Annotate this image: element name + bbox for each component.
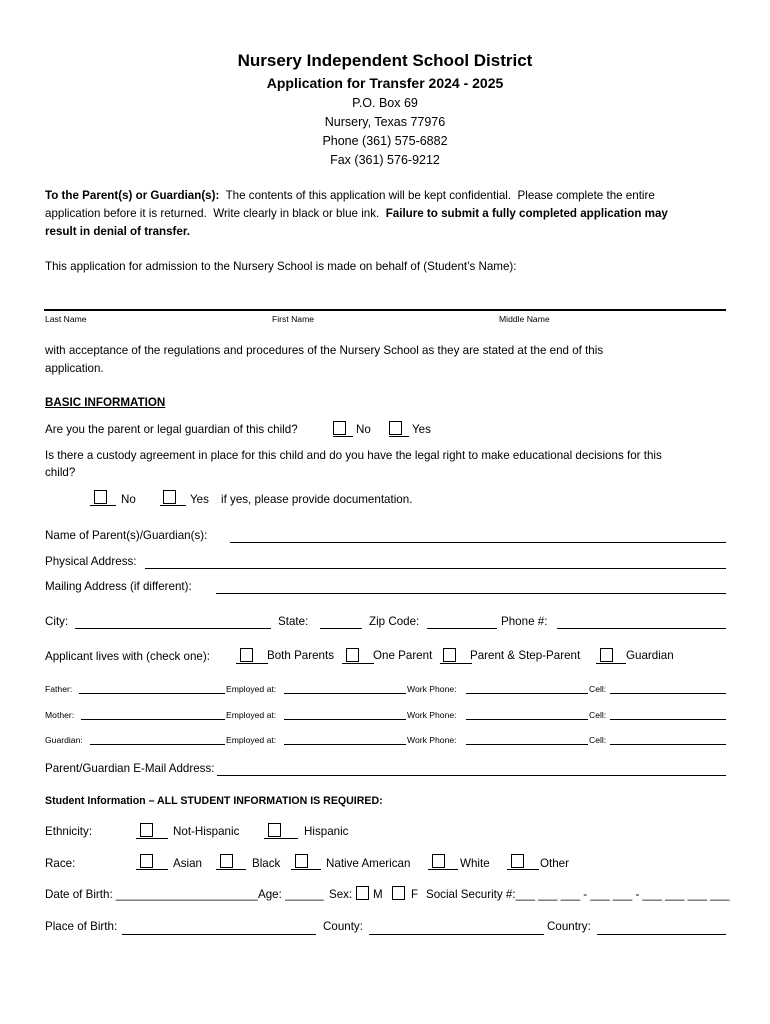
father-work-phone-field[interactable]	[466, 693, 588, 694]
po-box: P.O. Box 69	[352, 96, 418, 110]
sex-f-checkbox[interactable]	[392, 886, 405, 900]
mother-name-field[interactable]	[81, 719, 225, 720]
intro-to-label: To the Parent(s) or Guardian(s):	[45, 189, 220, 202]
parent-yes-checkbox[interactable]	[389, 421, 402, 435]
custody-yes-label: Yes	[190, 493, 209, 506]
country-label: Country:	[547, 920, 591, 933]
intro-line-1: To the Parent(s) or Guardian(s): The contents of this application will be kept confidential. Please complete the entire	[45, 189, 655, 202]
mailing-address-label: Mailing Address (if different):	[45, 580, 192, 593]
white-checkbox[interactable]	[432, 854, 445, 868]
age-field[interactable]: Age: ______	[258, 888, 324, 901]
hispanic-checkbox[interactable]	[268, 823, 281, 837]
place-of-birth-field[interactable]	[122, 934, 316, 935]
basic-info-heading: BASIC INFORMATION	[45, 396, 166, 409]
step-parent-checkbox[interactable]	[443, 648, 456, 662]
state-field[interactable]	[320, 628, 362, 629]
fax-number: Fax (361) 576-9212	[330, 153, 440, 167]
country-field[interactable]	[597, 934, 726, 935]
other-label: Other	[540, 857, 569, 870]
guardian-contact-label: Guardian:	[45, 735, 83, 745]
asian-label: Asian	[173, 857, 203, 870]
one-parent-checkbox[interactable]	[346, 648, 359, 662]
sex-m-checkbox[interactable]	[356, 886, 369, 900]
sex-f-label: F	[411, 888, 419, 901]
county-field[interactable]	[369, 934, 544, 935]
mother-employer-field[interactable]	[284, 719, 406, 720]
first-name-label: First Name	[272, 314, 315, 324]
city-label: City:	[45, 615, 69, 628]
state-label: State:	[278, 615, 309, 628]
guardian-employer-field[interactable]	[284, 744, 406, 745]
both-parents-label: Both Parents	[267, 649, 335, 662]
acceptance-line-1: with acceptance of the regulations and procedures of the Nursery School as they are stated at the end of this	[45, 344, 604, 357]
county-label: County:	[323, 920, 363, 933]
parents-name-label: Name of Parent(s)/Guardian(s):	[45, 529, 208, 542]
hispanic-label: Hispanic	[304, 825, 349, 838]
sex-label: Sex:	[329, 888, 353, 901]
city-state: Nursery, Texas 77976	[324, 115, 446, 129]
custody-yes-checkbox[interactable]	[163, 490, 176, 504]
mother-employed-label: Employed at:	[226, 710, 277, 720]
intro-warning: Failure to submit a fully completed application may	[385, 207, 668, 220]
custody-no-label: No	[121, 493, 136, 506]
parent-yes-label: Yes	[412, 423, 431, 436]
last-name-label: Last Name	[45, 314, 87, 324]
guardian-work-phone-label: Work Phone:	[407, 735, 457, 745]
native-american-checkbox[interactable]	[295, 854, 308, 868]
student-info-heading: Student Information – ALL STUDENT INFORMATION IS REQUIRED:	[45, 795, 383, 807]
asian-checkbox[interactable]	[140, 854, 153, 868]
phone-field[interactable]	[557, 628, 726, 629]
father-label: Father:	[45, 684, 73, 694]
ethnicity-label: Ethnicity:	[45, 825, 93, 838]
physical-address-label: Physical Address:	[45, 555, 137, 568]
parent-no-label: No	[356, 423, 371, 436]
student-name-field[interactable]	[44, 309, 726, 311]
guardian-label: Guardian	[626, 649, 674, 662]
black-checkbox[interactable]	[220, 854, 233, 868]
white-label: White	[460, 857, 490, 870]
email-field[interactable]	[217, 775, 726, 776]
application-title: Application for Transfer 2024 - 2025	[266, 75, 504, 91]
city-field[interactable]	[75, 628, 271, 629]
one-parent-label: One Parent	[373, 649, 433, 662]
mother-cell-field[interactable]	[610, 719, 726, 720]
mother-work-phone-label: Work Phone:	[407, 710, 457, 720]
father-employer-field[interactable]	[284, 693, 406, 694]
lives-with-label: Applicant lives with (check one):	[45, 650, 210, 663]
native-american-label: Native American	[326, 857, 411, 870]
zip-label: Zip Code:	[369, 615, 420, 628]
mailing-address-field[interactable]	[216, 593, 726, 594]
phone-number: Phone (361) 575-6882	[322, 134, 448, 148]
not-hispanic-label: Not-Hispanic	[173, 825, 240, 838]
guardian-cell-label: Cell:	[589, 735, 607, 745]
admission-statement: This application for admission to the Nursery School is made on behalf of (Student’s Name):	[45, 260, 517, 273]
parents-name-field[interactable]	[230, 542, 726, 543]
other-checkbox[interactable]	[511, 854, 524, 868]
phone-label: Phone #:	[501, 615, 548, 628]
guardian-checkbox[interactable]	[600, 648, 613, 662]
guardian-work-phone-field[interactable]	[466, 744, 588, 745]
zip-field[interactable]	[427, 628, 497, 629]
father-cell-field[interactable]	[610, 693, 726, 694]
physical-address-field[interactable]	[145, 568, 726, 569]
district-title: Nursery Independent School District	[237, 51, 533, 70]
black-label: Black	[252, 857, 281, 870]
guardian-employed-label: Employed at:	[226, 735, 277, 745]
place-of-birth-label: Place of Birth:	[45, 920, 118, 933]
mother-work-phone-field[interactable]	[466, 719, 588, 720]
custody-note: if yes, please provide documentation.	[221, 493, 413, 506]
not-hispanic-checkbox[interactable]	[140, 823, 153, 837]
father-work-phone-label: Work Phone:	[407, 684, 457, 694]
guardian-name-field[interactable]	[90, 744, 225, 745]
date-of-birth-field[interactable]: Date of Birth: ______________________	[45, 888, 258, 901]
ssn-field[interactable]: Social Security #:___ ___ ___ - ___ ___ - ___ ___ ___ ___	[426, 888, 730, 901]
parent-no-checkbox[interactable]	[333, 421, 346, 435]
acceptance-line-2: application.	[45, 362, 104, 375]
father-employed-label: Employed at:	[226, 684, 277, 694]
guardian-cell-field[interactable]	[610, 744, 726, 745]
middle-name-label: Middle Name	[499, 314, 550, 324]
custody-question-2: child?	[45, 466, 76, 479]
email-label: Parent/Guardian E-Mail Address:	[45, 762, 215, 775]
father-cell-label: Cell:	[589, 684, 607, 694]
step-parent-label: Parent & Step-Parent	[470, 649, 581, 662]
father-name-field[interactable]	[79, 693, 225, 694]
mother-cell-label: Cell:	[589, 710, 607, 720]
intro-line-3: result in denial of transfer.	[45, 225, 190, 238]
sex-m-label: M	[373, 888, 383, 901]
mother-label: Mother:	[45, 710, 75, 720]
intro-line-2: application before it is returned. Write clearly in black or blue ink. Failure to submit a fully completed application may	[45, 207, 668, 220]
custody-question-1: Is there a custody agreement in place for this child and do you have the legal right to make educational decisions for this	[45, 449, 662, 462]
both-parents-checkbox[interactable]	[240, 648, 253, 662]
parent-question: Are you the parent or legal guardian of this child?	[45, 423, 298, 436]
race-label: Race:	[45, 857, 76, 870]
custody-no-checkbox[interactable]	[94, 490, 107, 504]
